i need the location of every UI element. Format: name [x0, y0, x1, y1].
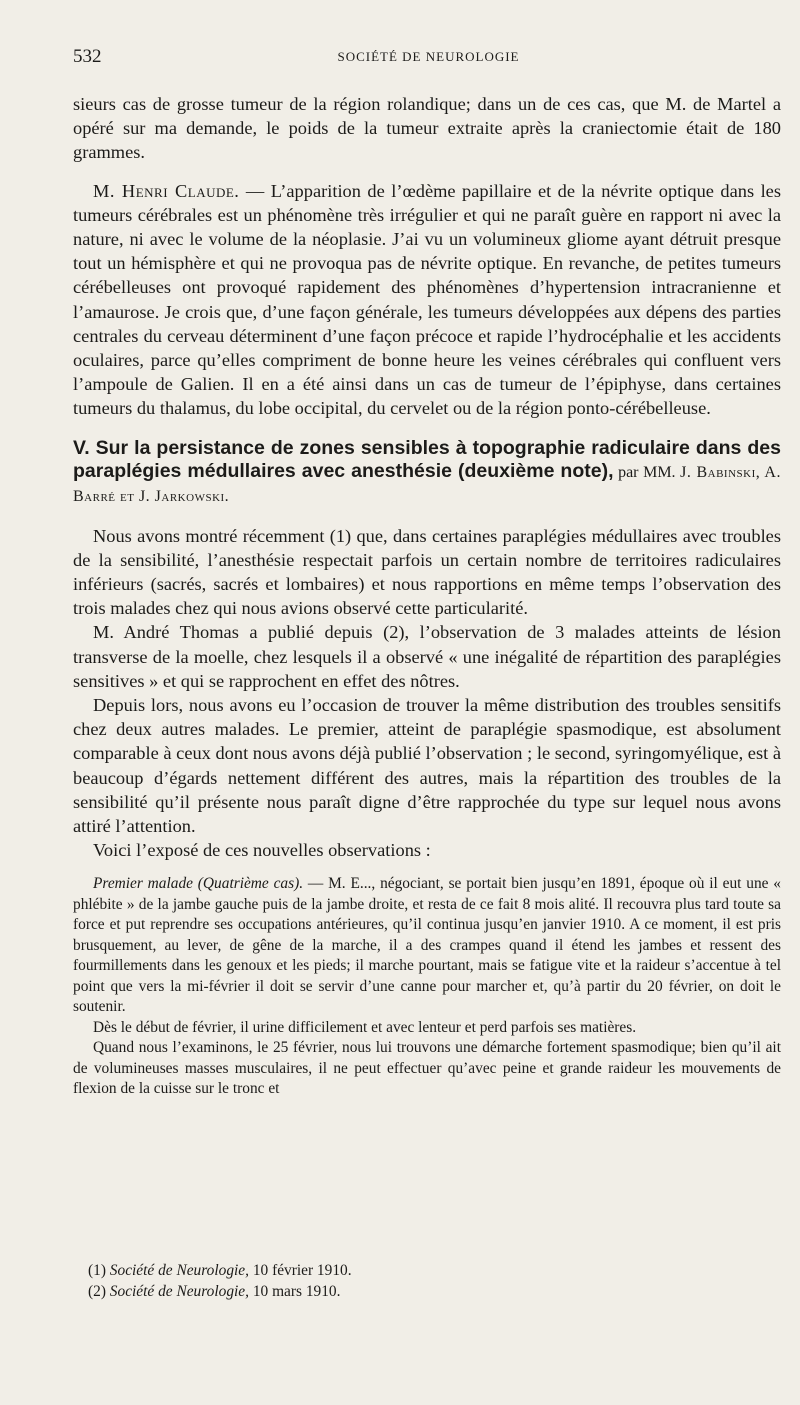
paragraph: Depuis lors, nous avons eu l’occasion de trouver la même distribution des troubles sensitifs chez deux autres malades. Le premier, atteint de paraplégie spasmodique, est absolument comparable à ceux dont nous avons déjà publié l’observation ; le second, syringomyélique, est à beaucoup d’égards nettement différent des autres, mais la répartition des troubles de la sensibilité qu’il présente nous paraît digne d’être rapprochée du type sur lequel nous avons attiré l’attention. [73, 695, 781, 837]
page-number: 532 [73, 46, 102, 67]
speaker-name: M. Henri Claude. [93, 180, 240, 201]
observation-block [73, 874, 781, 1100]
footnotes [88, 1261, 352, 1302]
footnote-source: Société de Neurologie, [109, 1282, 249, 1300]
footnote-2 [88, 1282, 352, 1303]
footnote-date: 10 février 1910. [248, 1262, 352, 1279]
paragraph-claude [73, 179, 781, 421]
footnote-number: (2) [88, 1282, 110, 1300]
section-authors-prefix: par MM. [613, 463, 681, 481]
page-header [73, 46, 784, 76]
section-title: V. Sur la persistance de zones sensibles à topographie radiculaire dans des paraplégies médullaires avec anesthésie (deuxième note), [73, 436, 781, 482]
observation-paragraph: Dès le début de février, il urine difficilement et avec lenteur et perd parfois ses matières. [93, 1018, 637, 1036]
footnote-source: Société de Neurologie, [109, 1262, 249, 1279]
page-body [73, 92, 781, 1100]
observation-paragraph: Quand nous l’examinons, le 25 février, nous lui trouvons une démarche fortement spasmodique; bien qu’il ait de volumineuses masses musculaires, il ne peut effectuer qu’avec peine et grande raideur les mouvements de flexion de la cuisse sur le tronc et [73, 1039, 781, 1098]
paragraph-continuation: sieurs cas de grosse tumeur de la région rolandique; dans un de ces cas, que M. de Martel a opéré sur ma demande, le poids de la tumeur extraite après la craniectomie était de 180 grammes. [73, 94, 781, 163]
observation-text: — M. E..., négociant, se portait bien jusqu’en 1891, époque où il eut une « phlébite » de la jambe gauche puis de la jambe droite, et resta de ce fait 8 mois alité. Il recouvra plus tard toute sa force et put reprendre ses occupations antérieures, qu’il continua jusqu’en janvier 1910. A ce moment, il est pris brusquement, au lever, de gêne de la marche, il a des crampes quand il étend les jambes et ressent des fourmillements dans les genoux et les pieds; il marche pourtant, mais se fatigue vite et la raideur s’accentue à tel point que vers la mi-février il doit se servir d’une canne pour marcher et, qu’à partir du 20 février, on doit le soutenir. [73, 875, 781, 1016]
footnote-date: 10 mars 1910. [248, 1282, 341, 1300]
footnote-number: (1) [88, 1262, 110, 1279]
observation-label: Premier malade (Quatrième cas). [93, 875, 304, 893]
section-heading [73, 437, 781, 508]
paragraph: Nous avons montré récemment (1) que, dans certaines paraplégies médullaires avec troubles de la sensibilité, l’anesthésie respectait parfois un certain nombre de territoires radiculaires inférieurs (sacrés, sacrés et lombaires) et nous rapportions en même temps l’observation des trois malades chez qui nous avions observé cette particularité. [73, 525, 781, 619]
paragraph: M. André Thomas a publié depuis (2), l’observation de 3 malades atteints de lésion transverse de la moelle, chez lesquels il a observé « une inégalité de répartition des paraplégies sensitives » et qui se rapprochent en effet des nôtres. [73, 622, 781, 691]
section-authors: J. Babinski, A. Barré et J. Jarkowski. [73, 463, 781, 505]
speaker-text: — L’apparition de l’œdème papillaire et de la névrite optique dans les tumeurs cérébrales est un phénomène très irrégulier et qui ne paraît guère en rapport ni avec la nature, ni avec le volume de la néoplasie. J’ai vu un volumineux gliome ayant détruit presque tout un hémisphère et qui ne provoqua pas de névrite optique. En revanche, de petites tumeurs cérébelleuses ont provoqué rapidement des phénomènes d’hypertension intracranienne et l’amaurose. Je crois que, d’une façon générale, les tumeurs développées aux dépens des parties centrales du cerveau déterminent d’une façon précoce et rapide l’hydrocéphalie et les accidents oculaires, parce qu’elles compriment de bonne heure les veines cérébrales qui confluent vers l’ampoule de Galien. Il en a été ainsi dans un cas de tumeur de l’épiphyse, dans certaines tumeurs du thalamus, du lobe occipital, du cervelet ou de la région ponto-cérébelleuse. [73, 180, 781, 419]
observation-paragraph [73, 874, 781, 1018]
running-title: SOCIÉTÉ DE NEUROLOGIE [337, 49, 520, 64]
paragraph: Voici l’exposé de ces nouvelles observations : [93, 840, 431, 861]
footnote-1 [88, 1261, 352, 1282]
